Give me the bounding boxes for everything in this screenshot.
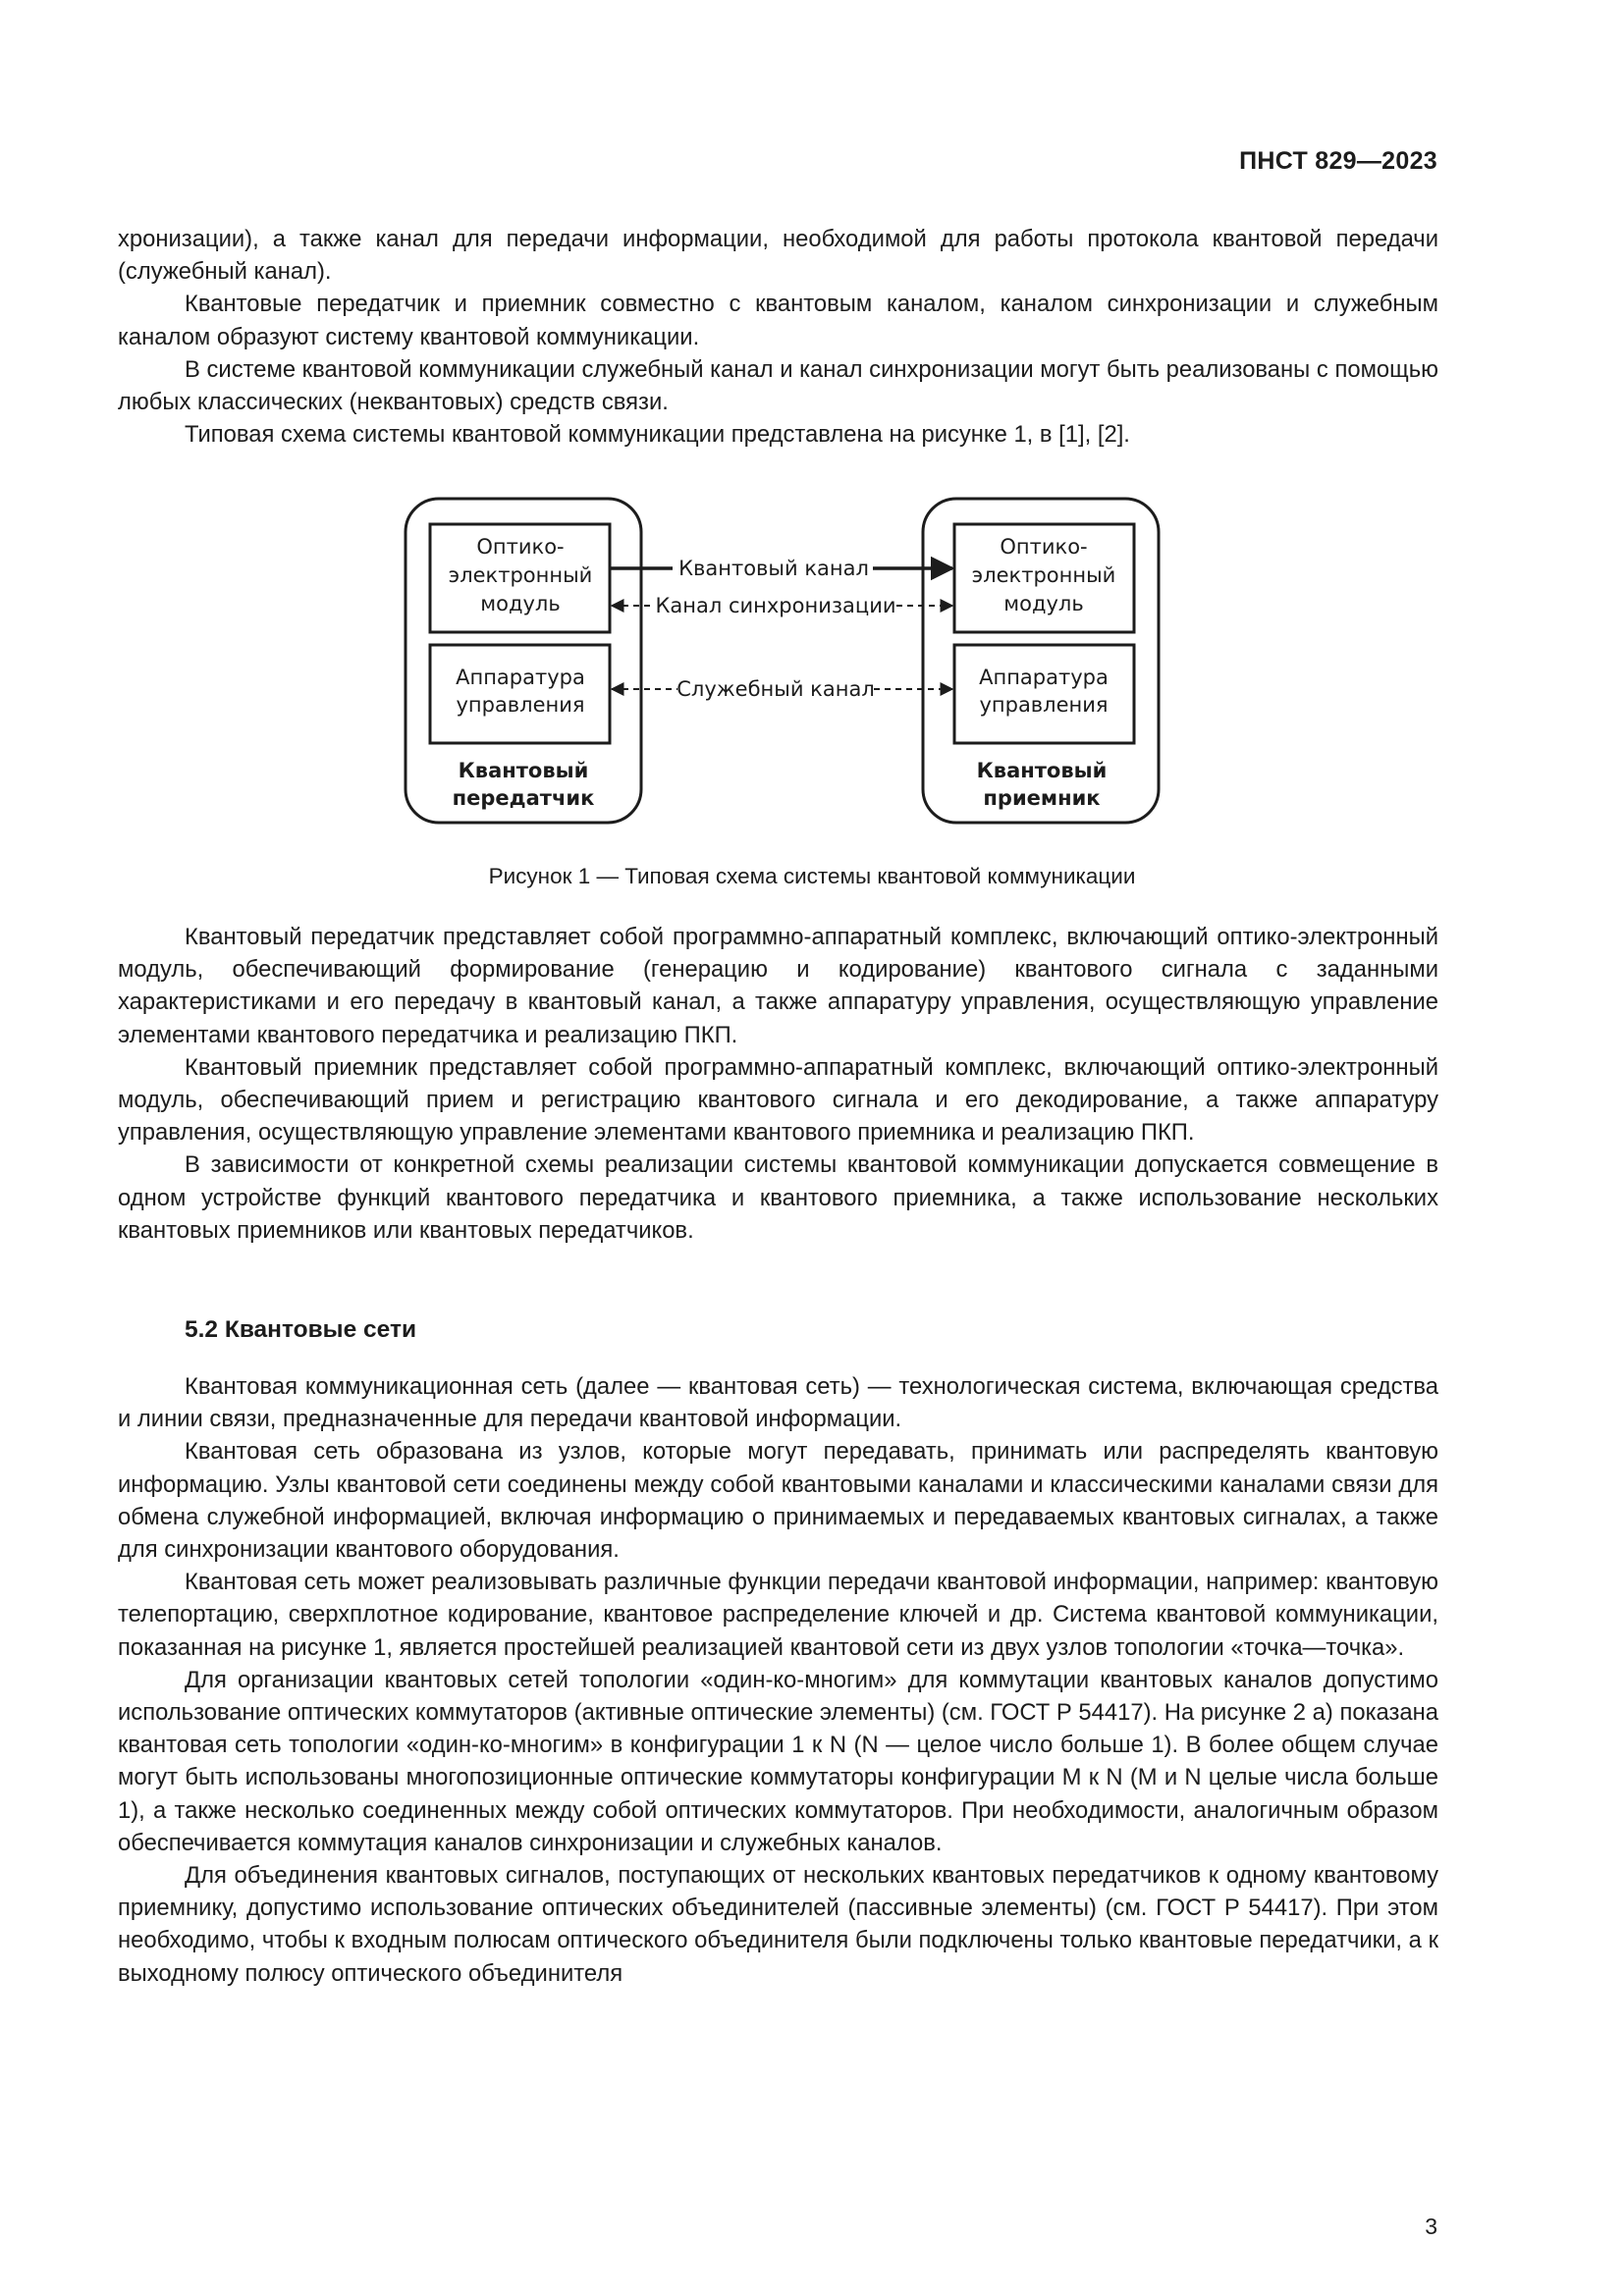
intro-text-block: [118, 223, 1438, 451]
tx-title-line: Квантовый: [458, 759, 589, 782]
tx-control-line: управления: [456, 693, 585, 717]
section-text-block: [118, 1370, 1438, 1990]
figure-quantum-communication-scheme: [398, 493, 1183, 827]
rx-module-line: Оптико-: [1000, 535, 1088, 559]
rx-title-line: Квантовый: [976, 759, 1108, 782]
paragraph: Квантовая сеть может реализовывать различные функции передачи квантовой информации, например: квантовую телепортацию, сверхплотное кодирование, квантовое распределение ключей и др. Система квантовой коммуникации, показанная на рисунке 1, является простейшей реализацией квантовой сети из двух узлов топологии «точка—точка».: [118, 1569, 1438, 1661]
tx-module-line: электронный: [448, 563, 593, 587]
rx-control-line: Аппаратура: [979, 666, 1109, 689]
paragraph: Квантовые передатчик и приемник совместно с квантовым каналом, каналом синхронизации и служебным каналом образуют систему квантовой коммуникации.: [118, 291, 1438, 350]
paragraph: Квантовая коммуникационная сеть (далее — квантовая сеть) — технологическая система, включающая средства и линии связи, предназначенные для передачи квантовой информации.: [118, 1373, 1438, 1433]
paragraph: хронизации), а также канал для передачи информации, необходимой для работы протокола квантовой передачи (служебный канал).: [118, 226, 1438, 286]
rx-module-line: электронный: [971, 563, 1116, 587]
document-id-header: ПНСТ 829—2023: [1239, 147, 1437, 175]
section-heading: 5.2 Квантовые сети: [185, 1316, 417, 1343]
paragraph: Квантовый приемник представляет собой программно-аппаратный комплекс, включающий оптико-электронный модуль, обеспечивающий прием и регистрацию квантового сигнала и его декодирование, а также аппаратуру управления, осуществляющую управление элементами квантового приемника и реализацию ПКП.: [118, 1053, 1438, 1147]
body-text-block: [118, 921, 1438, 1247]
paragraph: Квантовый передатчик представляет собой программно-аппаратный комплекс, включающий оптико-электронный модуль, обеспечивающий формирование (генерацию и кодирование) квантового сигнала с заданными характеристиками и его передачу в квантовый канал, а также аппаратуру управления, осуществляющую управление элементами квантового передатчика и реализацию ПКП.: [118, 924, 1438, 1048]
tx-module-line: модуль: [480, 592, 561, 615]
tx-module-line: Оптико-: [476, 535, 565, 559]
paragraph: Типовая схема системы квантовой коммуникации представлена на рисунке 1, в [1], [2].: [185, 421, 1130, 449]
paragraph: Для организации квантовых сетей топологии «один-ко-многим» для коммутации квантовых каналов допустимо использование оптических коммутаторов (активные оптические элементы) (см. ГОСТ Р 54417). На рисунке 2 а) показана квантовая сеть топологии «один-ко-многим» в конфигурации 1 к N (N — целое число больше 1). В более общем случае могут быть использованы многопозиционные оптические коммутаторы конфигурации M к N (M и N целые числа больше 1), а также несколько соединенных между собой оптических коммутаторов. При необходимости, аналогичным образом обеспечивается коммутация каналов синхронизации и служебных каналов.: [118, 1666, 1438, 1856]
paragraph: Квантовая сеть образована из узлов, которые могут передавать, принимать или распределять квантовую информацию. Узлы квантовой сети соединены между собой квантовыми каналами и классическими каналами связи для обмена служебной информацией, включая информацию о принимаемых и передаваемых квантовых сигналах, а также для синхронизации квантового оборудования.: [118, 1438, 1438, 1564]
rx-module-line: модуль: [1003, 592, 1084, 615]
service-channel-label: Служебный канал: [677, 677, 875, 701]
sync-channel-label: Канал синхронизации: [655, 594, 896, 617]
tx-control-line: Аппаратура: [456, 666, 585, 689]
quantum-channel-label: Квантовый канал: [678, 557, 869, 580]
tx-title-line: передатчик: [452, 786, 595, 810]
rx-control-line: управления: [979, 693, 1109, 717]
paragraph: В зависимости от конкретной схемы реализации системы квантовой коммуникации допускается совмещение в одном устройстве функций квантового передатчика и квантового приемника, а также использование нескольких квантовых приемников или квантовых передатчиков.: [118, 1151, 1438, 1244]
rx-title-line: приемник: [983, 786, 1101, 810]
page-number: 3: [1425, 2214, 1437, 2239]
paragraph: В системе квантовой коммуникации служебный канал и канал синхронизации могут быть реализованы с помощью любых классических (неквантовых) средств связи.: [118, 355, 1438, 416]
figure-caption: Рисунок 1 — Типовая схема системы квантовой коммуникации: [488, 864, 1136, 888]
paragraph: Для объединения квантовых сигналов, поступающих от нескольких квантовых передатчиков к одному квантовому приемнику, допустимо использование оптических объединителей (пассивные элементы) (см. ГОСТ Р 54417). При этом необходимо, чтобы к входным полюсам оптического объединителя были подключены только квантовые передатчики, а к выходному полюсу оптического объединителя: [118, 1862, 1438, 1987]
